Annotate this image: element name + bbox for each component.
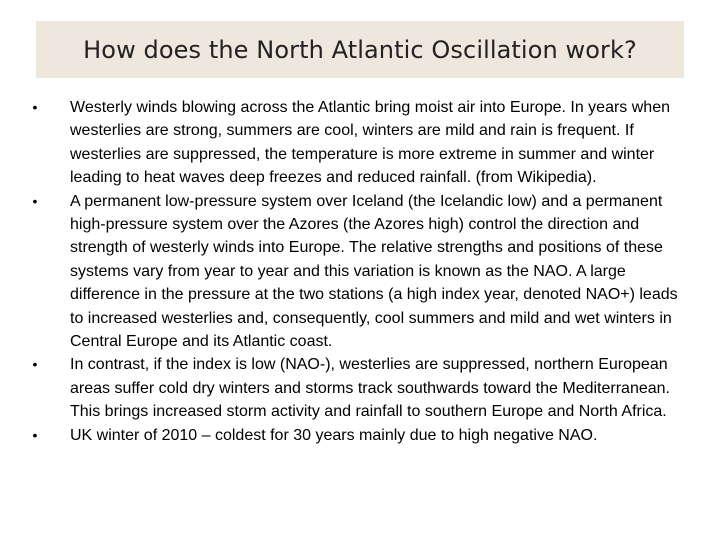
bullet-icon: •: [32, 356, 38, 373]
slide-title: How does the North Atlantic Oscillation work?: [83, 35, 637, 64]
bullet-item: [32, 424, 684, 447]
slide-title-bar: [36, 21, 684, 78]
bullet-icon: •: [32, 192, 38, 209]
bullet-text: A permanent low-pressure system over Iceland (the Icelandic low) and a permanent high-pressure system over the Azores (the Azores high) control the direction and strength of westerly winds into Europe. The relative strengths and positions of these systems vary from year to year and this variation is known as the NAO. A large difference in the pressure at the two stations (a high index year, denoted NAO+) leads to increased westerlies and, consequently, cool summers and mild and wet winters in Central Europe and its Atlantic coast.: [70, 192, 678, 351]
bullet-text: UK winter of 2010 – coldest for 30 years mainly due to high negative NAO.: [70, 426, 598, 444]
bullet-icon: •: [32, 426, 38, 443]
bullet-text: In contrast, if the index is low (NAO-), westerlies are suppressed, northern European areas suffer cold dry winters and storms track southwards toward the Mediterranean. This brings increased storm activity and rainfall to southern Europe and North Africa.: [70, 356, 670, 421]
bullet-icon: •: [32, 99, 38, 115]
bullet-list: [0, 96, 720, 447]
bullet-item: [32, 353, 684, 423]
bullet-item: [32, 190, 684, 354]
bullet-item: [32, 96, 684, 190]
bullet-text: Westerly winds blowing across the Atlantic bring moist air into Europe. In years when westerlies are strong, summers are cool, winters are mild and rain is frequent. If westerlies are suppressed, the temperature is more extreme in summer and winter leading to heat waves deep freezes and reduced rainfall. (from Wikipedia).: [70, 99, 670, 187]
